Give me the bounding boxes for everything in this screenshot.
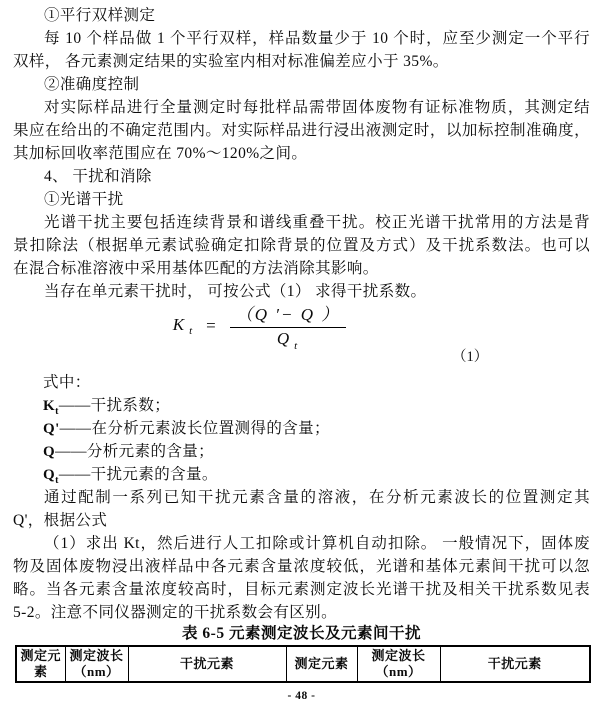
text-line: 5-2。注意不同仪器测定的干扰系数会有区别。 [13, 604, 337, 621]
text-line: 略。当各元素含量浓度较高时，目标元素测定波长光谱干扰及相关干扰系数见表 [13, 581, 590, 598]
body-text-block-2 [13, 486, 590, 624]
text-line: 光谱干扰主要包括连续背景和谱线重叠干扰。校正光谱干扰常用的方法是背 [44, 214, 590, 231]
interference-table [15, 645, 591, 683]
formula-interference-coefficient [172, 303, 347, 352]
where-label: 式中： [43, 374, 91, 391]
text-line: 其加标回收率范围应在 70%～120%之间。 [13, 145, 308, 162]
header-cell-interfering-1: 干扰元素 [128, 646, 286, 682]
text-line: 对实际样品进行全量测定时每批样品需带固体废物有证标准物质，其测定结 [44, 99, 590, 116]
header-cell-wavelength-2: 测定波长 （nm） [357, 646, 440, 682]
body-text-block-1 [13, 4, 590, 303]
text-line: Q'，根据公式 [13, 512, 108, 529]
text-line: 物及固体废物浸出液样品中各元素含量浓度较低，光谱和基体元素间干扰可以忽 [13, 558, 590, 575]
text-line: ①平行双样测定 [44, 7, 156, 24]
symbol-definitions [13, 371, 590, 486]
definition-line: $Q_t——$干扰元素的含量。 [43, 466, 218, 486]
fraction-denominator: Q $_t$ [276, 329, 300, 352]
text-line: 双样， 各元素测定结果的实验室内相对标准偏差应小于 35%。 [13, 53, 449, 70]
header-cell-interfering-2: 干扰元素 [440, 646, 590, 682]
text-line: 在混合标准溶液中采用基体匹配的方法消除其影响。 [13, 260, 379, 277]
text-line: 每 10 个样品做 1 个平行双样，样品数量少于 10 个时，应至少测定一个平行 [44, 30, 590, 47]
header-cell-element-2: 测定元素 [286, 646, 357, 682]
text-line: 当存在单元素干扰时， 可按公式（1） 求得干扰系数。 [44, 283, 427, 300]
sub-heading: ①光谱干扰 [44, 191, 124, 208]
page-number: - 48 - [287, 690, 316, 702]
definition-line: Q'——在分析元素波长位置测得的含量； [43, 420, 330, 437]
text-line: （1）求出 Kt，然后进行人工扣除或计算机自动扣除。 一般情况下，固体废 [44, 535, 590, 552]
fraction-numerator: （Q ′− Q ） [230, 300, 347, 328]
definition-line: $K_t——$干扰系数； [43, 397, 171, 417]
formula-lhs: K $_t$ [172, 314, 195, 338]
section-heading: 4、 干扰和消除 [44, 168, 152, 185]
text-line: 景扣除法（根据单元素试验确定扣除背景的位置及方式）及干扰系数法。也可以 [13, 237, 590, 254]
text-line: ②准确度控制 [44, 76, 140, 93]
text-line: 果应在给出的不确定范围内。对实际样品进行浸出液测定时，以加标控制准确度， [13, 122, 590, 139]
definition-line: Q——分析元素的含量； [43, 443, 215, 460]
table-title: 表 6-5 元素测定波长及元素间干扰 [182, 625, 421, 642]
table-header-row [16, 646, 590, 682]
header-cell-element-1: 测定元 素 [16, 646, 65, 682]
fraction [230, 300, 347, 351]
equation-number: （1） [452, 349, 489, 365]
equals-sign: = [206, 316, 218, 335]
header-cell-wavelength-1: 测定波长 （nm） [65, 646, 128, 682]
text-line: 通过配制一系列已知干扰元素含量的溶液，在分析元素波长的位置测定其 [44, 489, 590, 506]
